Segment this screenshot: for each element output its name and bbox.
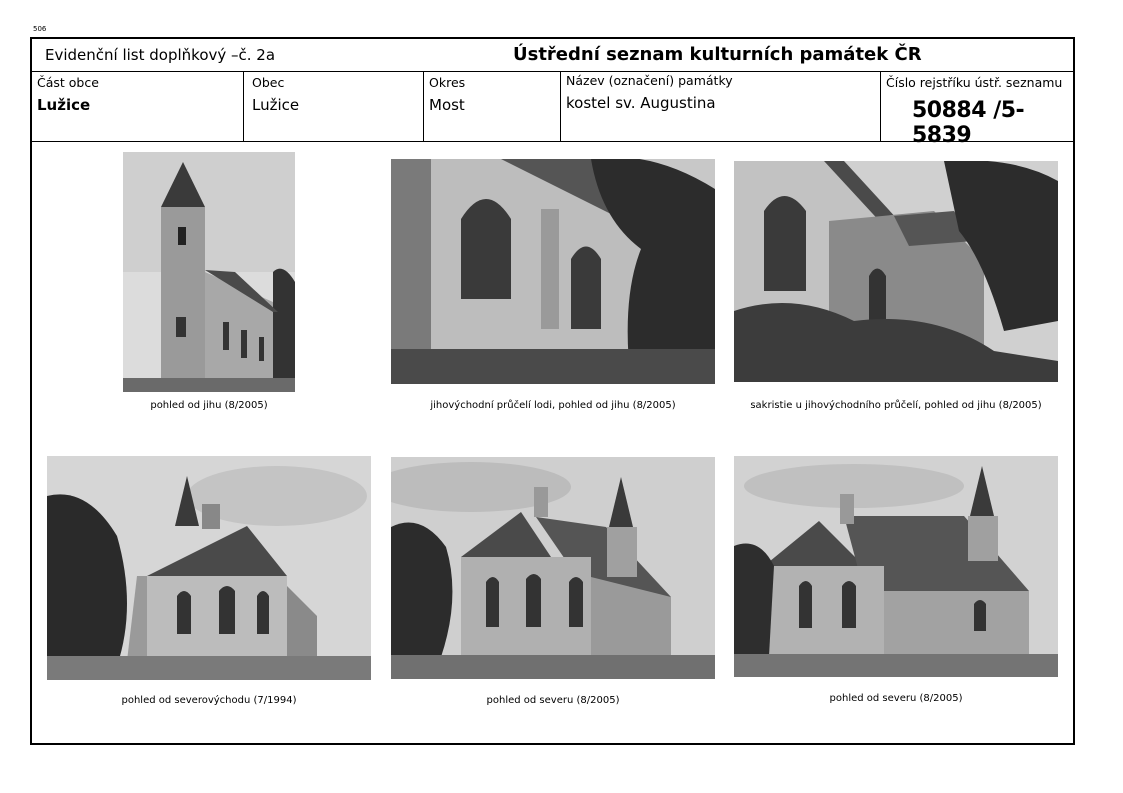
info-row — [32, 71, 1073, 148]
photo-sacristy — [734, 161, 1058, 382]
part-value: Lužice — [37, 96, 91, 114]
church-photo-2 — [391, 159, 715, 384]
church-photo-3 — [734, 161, 1058, 382]
municipality-value: Lužice — [252, 96, 300, 114]
caption-photo-4: pohled od severovýchodu (7/1994) — [121, 695, 297, 706]
photo-south-view — [123, 152, 295, 392]
district-label: Okres — [429, 75, 466, 90]
photo-northeast-view — [47, 456, 371, 680]
registry-name: Ústřední seznam kulturních památek ČR — [513, 44, 922, 65]
monument-cell — [561, 71, 881, 141]
part-label: Část obce — [37, 75, 99, 90]
form-name: Evidenční list doplňkový –č. 2a — [45, 46, 276, 64]
caption-photo-5: pohled od severu (8/2005) — [486, 695, 620, 706]
caption-photo-6: pohled od severu (8/2005) — [829, 693, 963, 704]
photo-southeast-nave — [391, 159, 715, 384]
caption-photo-3: sakristie u jihovýchodního průčelí, pohled od jihu (8/2005) — [750, 400, 1042, 411]
photo-north-view-2 — [734, 456, 1058, 677]
district-value: Most — [429, 96, 465, 114]
municipality-cell — [244, 71, 424, 141]
church-photo-4 — [47, 456, 371, 680]
caption-photo-1: pohled od jihu (8/2005) — [150, 400, 268, 411]
monument-label: Název (označení) památky — [566, 73, 733, 88]
regno-label: Číslo rejstříku ústř. seznamu — [886, 75, 1063, 90]
church-photo-1 — [123, 152, 295, 392]
caption-photo-2: jihovýchodní průčelí lodi, pohled od jihu (8/2005) — [430, 400, 676, 411]
regno-value: 50884 /5-5839 — [912, 98, 1025, 148]
part-cell — [32, 71, 244, 141]
title-row — [32, 39, 1073, 72]
municipality-label: Obec — [252, 75, 285, 90]
monument-value: kostel sv. Augustina — [566, 94, 716, 112]
regno-cell — [881, 71, 1073, 148]
church-photo-5 — [391, 457, 715, 679]
page-number: 506 — [33, 25, 47, 33]
district-cell — [424, 71, 561, 141]
photo-north-view-1 — [391, 457, 715, 679]
church-photo-6 — [734, 456, 1058, 677]
